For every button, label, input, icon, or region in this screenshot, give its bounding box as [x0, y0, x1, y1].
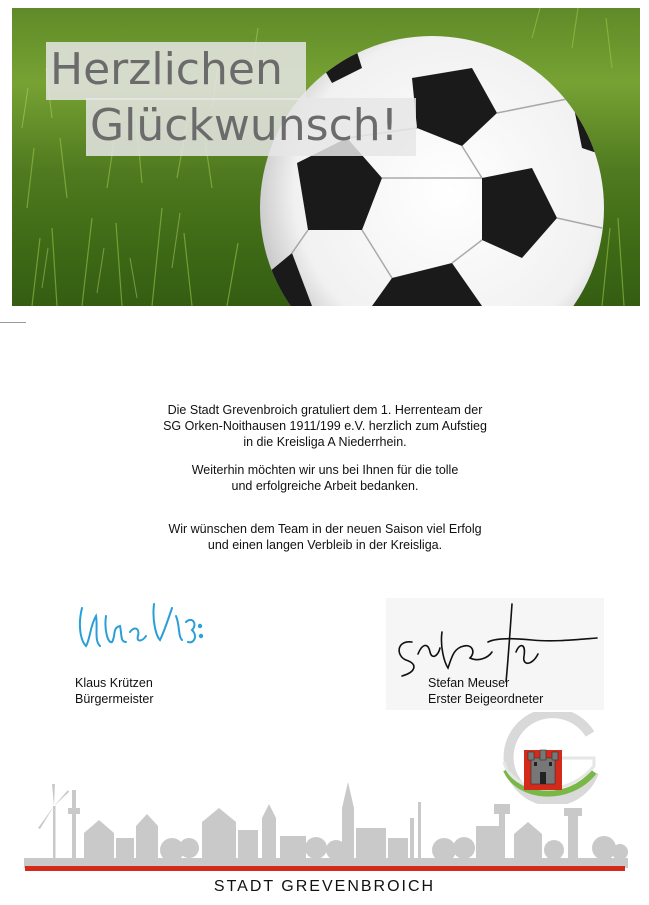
text-line: Weiterhin möchten wir uns bei Ihnen für die tolle [191, 463, 459, 477]
signatory-role: Bürgermeister [75, 692, 154, 706]
signature-left [76, 596, 206, 660]
paragraph-congratulations [100, 402, 550, 450]
text-line: in die Kreisliga A Niederrhein. [243, 435, 407, 449]
text-line: und einen langen Verbleib in der Kreisliga. [207, 538, 443, 552]
headline-line-1: Herzlichen [50, 44, 283, 95]
footer-accent-rule [25, 866, 625, 871]
signatory-left [75, 675, 154, 707]
text-line: Die Stadt Grevenbroich gratuliert dem 1. Herrenteam der [167, 403, 483, 417]
text-line: und erfolgreiche Arbeit bedanken. [231, 479, 419, 493]
headline-line-2: Glückwunsch! [90, 100, 399, 151]
signatory-name: Klaus Krützen [75, 676, 153, 690]
signature-right [392, 602, 602, 682]
signatory-role: Erster Beigeordneter [428, 692, 544, 706]
text-line: Wir wünschen dem Team in der neuen Saison viel Erfolg [168, 522, 482, 536]
city-skyline-illustration [24, 778, 628, 868]
signatory-name: Stefan Meuser [428, 676, 510, 690]
text-line: SG Orken-Noithausen 1911/199 e.V. herzlich zum Aufstieg [163, 419, 487, 433]
paragraph-wishes [100, 521, 550, 553]
margin-rule [0, 322, 26, 323]
paragraph-thanks [100, 462, 550, 494]
signatory-right [428, 675, 543, 707]
hero-photo [12, 8, 640, 306]
footer-city-name: STADT GREVENBROICH [213, 878, 436, 895]
